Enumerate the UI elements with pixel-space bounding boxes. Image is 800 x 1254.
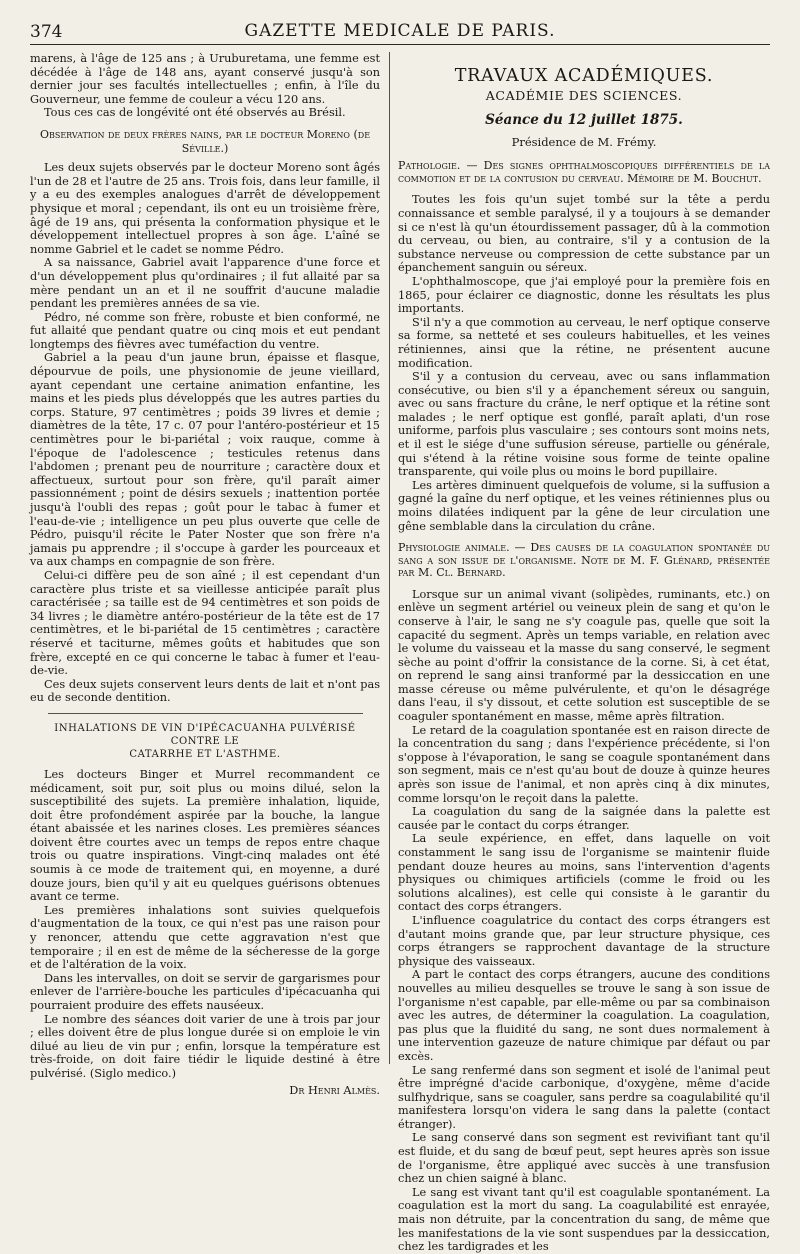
intro-paragraph-1: marens, à l'âge de 125 ans ; à Uruburetama, une femme est décédée à l'âge de 148 ans, ayant conservé jusqu'à son dernier jour ses facultés intellectuelles ; enfin, à l'île du Gouverneur, une femme de couleur a vécu 120 ans.: [30, 52, 380, 106]
physiology-paragraph-9: Le sang est vivant tant qu'il est coagulable spontanément. La coagulation est la mort du sang. La coagulabilité est enrayée, mais non détruite, par la concentration du sang, de même que les manifestations de la vie sont suspendues par la dessiccation, chez les tardigrades et les: [398, 1185, 770, 1254]
pathology-paragraph-5: Les artères diminuent quelquefois de volume, si la suffusion a gagné la gaîne du nerf optique, et les veines rétiniennes plus ou moins dilatées indiquent par la gêne de leur circulation une gêne semblable dans la circulation du crâne.: [398, 478, 770, 533]
observation-paragraph-3: Pédro, né comme son frère, robuste et bien conformé, ne fut allaité que pendant quatre ou cinq mois et eut pendant longtemps des fièvres avec tuméfaction du ventre.: [30, 310, 380, 351]
physiology-heading-text: — Des causes de la coagulation spontanée du sang a son issue de l'organisme. Note de M. F. Glénard, présentée par M. Cl. Bernard.: [398, 541, 770, 580]
observation-paragraph-1: Les deux sujets observés par le docteur Moreno sont âgés l'un de 28 et l'autre de 25 ans. Trois fois, dans leur famille, il y a eu des exemples analogues d'arrêt de développement physique et moral ; cependant, ils ont eu un troisième frère, âgé de 19 ans, qui présenta la conformation physique et le développement intellectuel propres à son âge. L'aîné se nomme Gabriel et le cadet se nomme Pédro.: [30, 161, 380, 256]
physiology-label: Physiologie animale.: [398, 541, 510, 555]
section-title: TRAVAUX ACADÉMIQUES.: [454, 66, 714, 86]
pathology-paragraph-2: L'ophthalmoscope, que j'ai employé pour la première fois en 1865, pour éclairer ce diagnostic, donne les résultats les plus importants.: [398, 274, 770, 316]
intro-paragraph-2: Tous ces cas de longévité ont été observés au Brésil.: [44, 106, 346, 120]
inhalation-paragraph-1: Les docteurs Binger et Murrel recommandent ce médicament, soit pur, soit plus ou moins dilué, selon la susceptibilité des sujets. La première inhalation, liquide, doit être profondément aspirée par la bouche, la langue étant abaissée et les narines closes. Les premières séances doivent être courtes avec un temps de repos entre chaque trois ou quatre inspirations. Vingt-cinq malades ont été soumis à ce mode de traitement qui, en moyenne, a duré douze jours, bien qu'il y ait eu quelques guérisons obtenues avant ce terme.: [30, 767, 380, 904]
inhalation-title: [30, 722, 380, 761]
presidence: Présidence de M. Frémy.: [511, 134, 657, 149]
observation-title: Observation de deux frères nains, par le docteur Moreno (de Séville.): [39, 127, 371, 155]
pathology-heading: [398, 160, 770, 185]
physiology-paragraph-3: La coagulation du sang de la saignée dans la palette est causée par le contact du corps étranger.: [398, 805, 770, 832]
right-column: [398, 52, 770, 1254]
observation-paragraph-2: A sa naissance, Gabriel avait l'apparence d'une force et d'un développement plus qu'ordinaires ; il fut allaité par sa mère pendant un an et il ne souffrit d'aucune maladie pendant les premières années de sa vie.: [30, 256, 380, 311]
pathology-heading-text: — Des signes ophthalmoscopiques différentiels de la commotion et de la contusion du cerveau. Mémoire de M. Bouchut.: [398, 159, 770, 185]
pathology-label: Pathologie.: [398, 159, 461, 173]
journal-title: GAZETTE MEDICALE DE PARIS.: [244, 21, 556, 41]
observation-paragraph-4: Gabriel a la peau d'un jaune brun, épaisse et flasque, dépourvue de poils, une physionomie de jeune vieillard, ayant cependant une certaine animation enfantine, les mains et les pieds plus développés que les autres parties du corps. Stature, 97 centimètres ; poids 39 livres et demie ; diamètres de la tête, 17 c. 07 pour l'antéro-postérieur et 15 centimètres pour le bi-pariétal ; voix rauque, comme à l'époque de l'adolescence ; testicules retenus dans l'abdomen ; prenant peu de nourriture ; caractère doux et affectueux, surtout pour son frère, qu'il paraît aimer passionnément ; point de désirs sexuels ; inattention portée jusqu'à l'oubli des repas ; goût pour le tabac à fumer et l'eau-de-vie ; intelligence un peu plus ouverte que celle de Pédro, puisqu'il récite le Pater Noster que son frère n'a jamais pu apprendre ; il s'occupe à garder les pourceaux et va aux champs en compagnie de son frère.: [30, 351, 380, 569]
physiology-paragraph-5: L'influence coagulatrice du contact des corps étrangers est d'autant moins grande que, par leur structure physique, ces corps étrangers se rapprochent davantage de la structure physique des vaisseaux.: [398, 913, 770, 968]
left-column: [30, 52, 380, 1097]
physiology-heading: [398, 542, 770, 580]
academie-title: ACADÉMIE DES SCIENCES.: [485, 87, 683, 103]
inhalation-paragraph-3: Dans les intervalles, on doit se servir de gargarismes pour enlever de l'arrière-bouche les particules d'ipécacuanha qui pourraient produire des effets nauséeux.: [30, 971, 380, 1012]
physiology-paragraph-6: A part le contact des corps étrangers, aucune des conditions nouvelles au milieu desquelles se trouve le sang à son issue de l'organisme n'est capable, par elle-même ou par sa combinaison avec les autres, de déterminer la coagulation. La coagulation, pas plus que la fluidité du sang, ne sont dues normalement à une intervention gazeuze de nature chimique par défaut ou par excès.: [398, 968, 770, 1063]
column-divider: [389, 52, 390, 1064]
inhalation-paragraph-4: Le nombre des séances doit varier de une à trois par jour ; elles doivent être de plus longue durée si on emploie le vin dilué au lieu de vin pur ; enfin, lorsque la température est très-froide, on doit faire tiédir le liquide destiné à être pulvérisé. (Siglo medico.): [30, 1012, 380, 1080]
author-signature: Dr Henri Almès.: [289, 1083, 380, 1097]
observation-paragraph-6: Ces deux sujets conservent leurs dents de lait et n'ont pas eu de seconde dentition.: [30, 677, 380, 705]
masthead: [30, 18, 770, 45]
page-number: 374: [30, 22, 63, 42]
pathology-paragraph-3: S'il n'y a que commotion au cerveau, le nerf optique conserve sa forme, sa netteté et ses couleurs habituelles, et les veines rétiniennes, ainsi que la rétine, ne présentent aucune modification.: [398, 315, 770, 370]
inhalation-title-line-1: INHALATIONS DE VIN D'IPÉCACUANHA PULVÉRISÉ CONTRE LE: [54, 722, 356, 747]
physiology-paragraph-2: Le retard de la coagulation spontanée est en raison directe de la concentration du sang ; dans l'expérience précédente, si l'on s'oppose à l'évaporation, le sang se coagule spontanément dans son segment, mais ce n'est qu'au bout de douze à quinze heures après son issue de l'animal, et non après cinq à dix minutes, comme lorsqu'on le reçoit dans la palette.: [398, 723, 770, 805]
pathology-paragraph-1: Toutes les fois qu'un sujet tombé sur la tête a perdu connaissance et semble paralysé, il y a toujours à se demander si ce n'est là qu'un étourdissement passager, dû à la commotion du cerveau, ou bien, au contraire, s'il y a contusion de la substance nerveuse ou compression de cette substance par un épanchement sanguin ou séreux.: [398, 193, 770, 275]
seance-date: Séance du 12 juillet 1875.: [485, 112, 683, 129]
physiology-paragraph-1: Lorsque sur un animal vivant (solipèdes, ruminants, etc.) on enlève un segment artériel ou veineux plein de sang et qu'on le conserve à l'air, le sang ne s'y coagule pas, quelle que soit la capacité du segment. Après un temps variable, en relation avec le volume du vaisseau et la masse du sang conservé, le segment sèche au point d'offrir la consistance de la corne. Si, à cet état, on reprend le sang ainsi tranformé par la dessiccation en une masse céreuse ou même pulvérulente, et qu'on le désagrége dans l'eau, il s'y dissout, et cette solution est susceptible de se coaguler spontanément en masse, même après filtration.: [398, 587, 770, 724]
inhalation-title-line-2: CATARRHE ET L'ASTHME.: [129, 748, 281, 760]
physiology-paragraph-7: Le sang renfermé dans son segment et isolé de l'animal peut être imprégné d'acide carbonique, d'oxygène, même d'acide sulfhydrique, sans se coaguler, sans perdre sa coagulabilité qu'il manifestera lorsqu'on videra le sang dans la palette (contact étranger).: [398, 1063, 770, 1131]
inhalation-paragraph-2: Les premières inhalations sont suivies quelquefois d'augmentation de la toux, ce qui n'est pas une raison pour y renoncer, attendu que cette aggravation n'est que temporaire ; il en est de même de la sécheresse de la gorge et de l'altération de la voix.: [30, 903, 380, 972]
physiology-paragraph-4: La seule expérience, en effet, dans laquelle on voit constamment le sang issu de l'organisme se maintenir fluide pendant douze heures au moins, sans l'intervention d'agents physiques ou chimiques artificiels (comme le froid ou les solutions alcalines), est celle qui consiste à le garantir du contact des corps étrangers.: [398, 832, 770, 914]
section-separator: [48, 713, 363, 714]
pathology-paragraph-4: S'il y a contusion du cerveau, avec ou sans inflammation consécutive, ou bien s'il y a épanchement séreux ou sanguin, avec ou sans fracture du crâne, le nerf optique et la rétine sont malades ; le nerf optique est gonflé, paraît aplati, d'un rose uniforme, parfois plus vasculaire ; ses contours sont moins nets, et il est le siége d'une suffusion séreuse, partielle ou générale, qui s'étend à la rétine voisine sous forme de teinte opaline transparente, qui voile plus ou moins le bord pupillaire.: [398, 370, 770, 479]
physiology-paragraph-8: Le sang conservé dans son segment est revivifiant tant qu'il est fluide, et du sang de bœuf peut, sept heures après son issue de l'organisme, être appliqué avec succès à une transfusion chez un chien saigné à blanc.: [398, 1131, 770, 1186]
observation-paragraph-5: Celui-ci diffère peu de son aîné ; il est cependant d'un caractère plus triste et sa vieillesse anticipée paraît plus caractérisée ; sa taille est de 94 centimètres et son poids de 34 livres ; le diamètre antéro-postérieur de la tête est de 17 centimètres, et le bi-pariétal de 15 centimètres ; caractère réservé et taciturne, mêmes goûts et habitudes que son frère, excepté en ce qui concerne le tabac à fumer et l'eau-de-vie.: [30, 568, 380, 678]
